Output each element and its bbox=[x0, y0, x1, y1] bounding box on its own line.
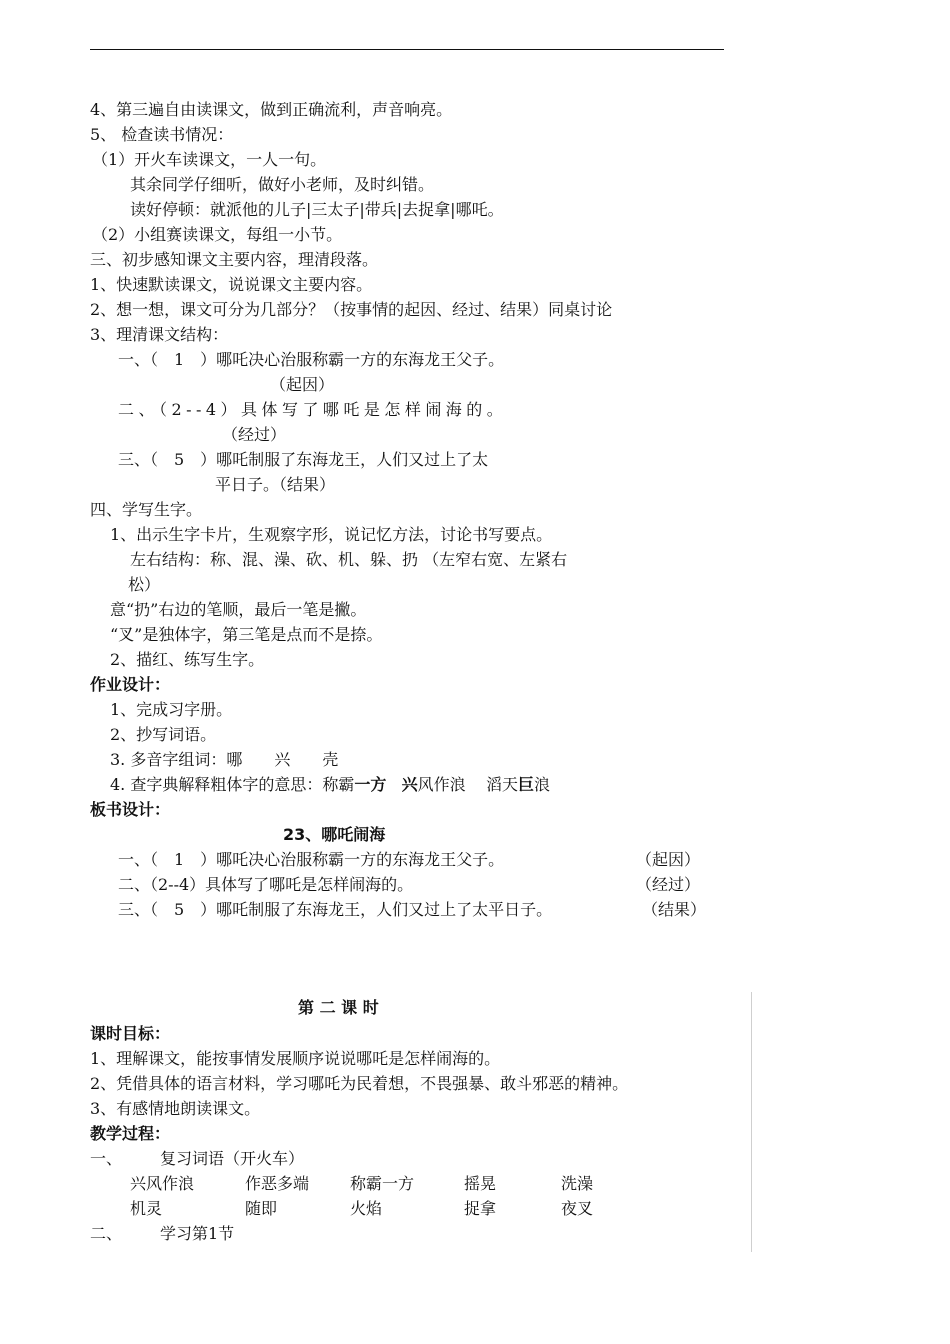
review-word: 作恶多端 bbox=[245, 1174, 310, 1193]
text-line: 意“扔”右边的笔顺，最后一笔是撇。 bbox=[110, 600, 367, 619]
text-line: （2）小组赛读课文，每组一小节。 bbox=[92, 225, 343, 244]
review-word: 夜叉 bbox=[561, 1199, 594, 1218]
homework-item-4-text: 浪 bbox=[534, 775, 551, 794]
homework-item: 2、抄写词语。 bbox=[110, 725, 217, 744]
structure-line: 二、（2--4）具体写了哪吒是怎样闹海的。 bbox=[118, 400, 508, 419]
homework-item: 3. 多音字组词：哪 兴 壳 bbox=[110, 750, 339, 769]
text-line: 5、 检查读书情况： bbox=[90, 125, 234, 144]
step-number: 二、 bbox=[90, 1224, 123, 1243]
review-word: 机灵 bbox=[130, 1199, 163, 1218]
step-number: 一、 bbox=[90, 1149, 123, 1168]
board-row: 二、（2--4）具体写了哪吒是怎样闹海的。 bbox=[118, 875, 414, 894]
homework-item-4-text: 风作浪 bbox=[417, 775, 466, 794]
structure-line: 一、（ 1 ）哪吒决心治服称霸一方的东海龙王父子。 bbox=[118, 350, 505, 369]
review-word: 洗澡 bbox=[561, 1174, 594, 1193]
homework-item-4-text: 4. 查字典解释粗体字的意思：称霸 bbox=[110, 775, 355, 794]
goal-item: 2、凭借具体的语言材料，学习哪吒为民着想，不畏强暴、敢斗邪恶的精神。 bbox=[90, 1074, 629, 1093]
text-line: 三、初步感知课文主要内容，理清段落。 bbox=[90, 250, 379, 269]
text-line: （1）开火车读课文，一人一句。 bbox=[92, 150, 327, 169]
bold-word: 一方 bbox=[354, 775, 387, 794]
margin-rule bbox=[751, 992, 752, 1252]
structure-tag: （起因） bbox=[270, 375, 335, 394]
bold-word: 兴 bbox=[401, 775, 418, 794]
goal-item: 3、有感情地朗读课文。 bbox=[90, 1099, 261, 1118]
text-line: 四、学写生字。 bbox=[90, 500, 203, 519]
review-word: 兴风作浪 bbox=[130, 1174, 195, 1193]
text-line: 1、出示生字卡片，生观察字形，说记忆方法，讨论书写要点。 bbox=[110, 525, 553, 544]
board-heading: 板书设计： bbox=[90, 800, 171, 819]
review-word: 摇晃 bbox=[464, 1174, 497, 1193]
board-row-tag: （起因） bbox=[636, 850, 701, 869]
structure-line: 三、（ 5 ）哪吒制服了东海龙王，人们又过上了太 bbox=[118, 450, 489, 469]
review-word: 火焰 bbox=[350, 1199, 383, 1218]
text-line: 1、快速默读课文，说说课文主要内容。 bbox=[90, 275, 373, 294]
homework-item: 1、完成习字册。 bbox=[110, 700, 233, 719]
text-line: 其余同学仔细听，做好小老师，及时纠错。 bbox=[130, 175, 435, 194]
text-line: 2、想一想，课文可分为几部分？（按事情的起因、经过、结果）同桌讨论 bbox=[90, 300, 613, 319]
step-text: 复习词语（开火车） bbox=[160, 1149, 305, 1168]
text-line: “叉”是独体字，第三笔是点而不是捺。 bbox=[110, 625, 383, 644]
text-line: 松） bbox=[128, 575, 161, 594]
text-line: 左右结构：称、混、澡、砍、机、躲、扔 （左窄右宽、左紧右 bbox=[130, 550, 568, 569]
goals-heading: 课时目标： bbox=[90, 1024, 171, 1043]
board-row-tag: （经过） bbox=[636, 875, 701, 894]
lesson2-title: 第 二 课 时 bbox=[298, 998, 379, 1017]
header-rule bbox=[90, 49, 724, 50]
board-row-tag: （结果） bbox=[642, 900, 707, 919]
review-word: 称霸一方 bbox=[350, 1174, 415, 1193]
review-word: 随即 bbox=[245, 1199, 278, 1218]
review-word: 捉拿 bbox=[464, 1199, 497, 1218]
text-line: 2、描红、练写生字。 bbox=[110, 650, 265, 669]
text-line: 3、理清课文结构： bbox=[90, 325, 229, 344]
board-row: 一、（ 1 ）哪吒决心治服称霸一方的东海龙王父子。 bbox=[118, 850, 505, 869]
text-line: 读好停顿：就派他的儿子|三太子|带兵|去捉拿|哪吒。 bbox=[130, 200, 504, 219]
structure-tag: （经过） bbox=[222, 425, 287, 444]
process-heading: 教学过程： bbox=[90, 1124, 171, 1143]
board-row: 三、（ 5 ）哪吒制服了东海龙王，人们又过上了太平日子。 bbox=[118, 900, 553, 919]
board-title: 23、哪吒闹海 bbox=[283, 825, 386, 844]
structure-line: 平日子。（结果） bbox=[215, 475, 336, 494]
goal-item: 1、理解课文，能按事情发展顺序说说哪吒是怎样闹海的。 bbox=[90, 1049, 501, 1068]
step-text: 学习第1节 bbox=[160, 1224, 235, 1243]
text-line: 4、第三遍自由读课文，做到正确流利，声音响亮。 bbox=[90, 100, 453, 119]
homework-item-4-text: 滔天 bbox=[486, 775, 519, 794]
bold-word: 巨 bbox=[518, 775, 535, 794]
homework-item-4 bbox=[110, 775, 550, 795]
homework-heading: 作业设计： bbox=[90, 675, 171, 694]
